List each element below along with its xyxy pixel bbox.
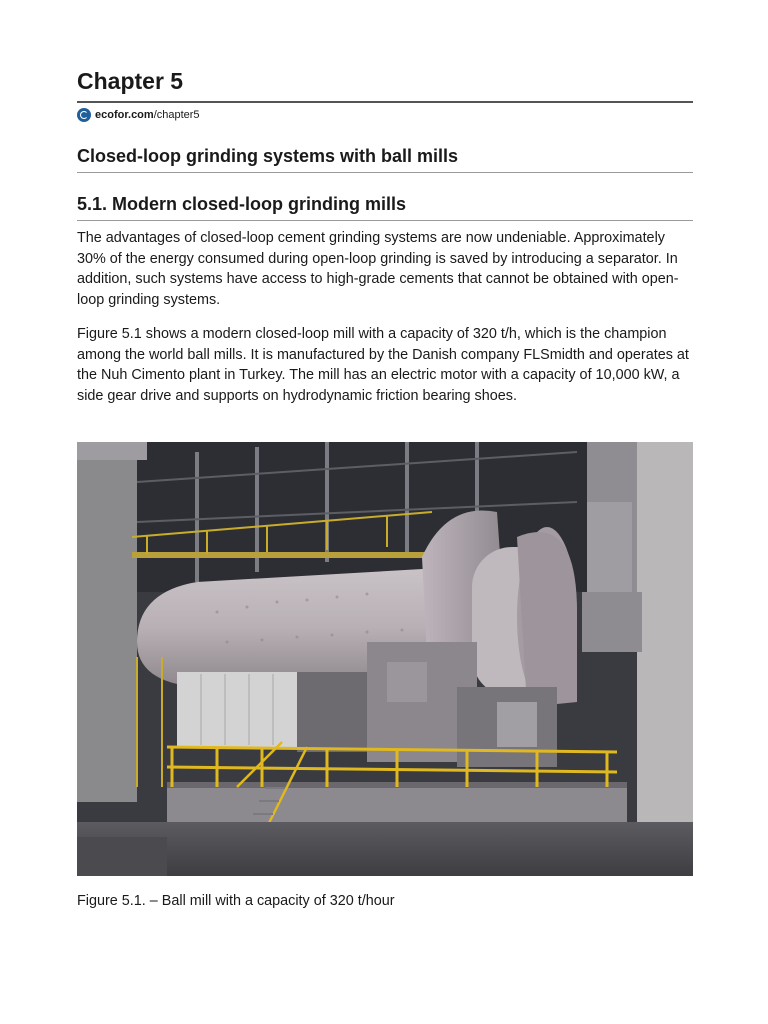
divider <box>77 101 693 103</box>
section-title: Closed-loop grinding systems with ball mills <box>77 146 459 166</box>
chapter-title: Chapter 5 <box>77 68 184 94</box>
source-domain[interactable]: ecofor.com <box>95 109 154 121</box>
globe-icon <box>77 108 91 122</box>
paragraph-2: Figure 5.1 shows a modern closed-loop mill with a capacity of 320 t/h, which is the champion among the world ball mills. It is manufactured by the Danish company FLSmidth and operates at the Nuh Cimento plant in Turkey. The mill has an electric motor with a capacity of 10,000 kW, a side gear drive and supports on hydrodynamic friction bearing shoes. <box>77 326 689 404</box>
paragraph-1: The advantages of closed-loop cement grinding systems are now undeniable. Approximately 30% of the energy consumed during open-loop grinding is saved by introducing a separator. In addition, such systems have access to high-grade cements that cannot be obtained with open-loop grinding systems. <box>77 230 679 308</box>
ball-mill-illustration <box>77 442 693 876</box>
subsection-title: 5.1. Modern closed-loop grinding mills <box>77 194 407 214</box>
source-link[interactable] <box>77 107 200 123</box>
figure-caption: Figure 5.1. – Ball mill with a capacity of 320 t/hour <box>77 893 395 909</box>
figure-ball-mill-photo <box>77 442 693 876</box>
divider <box>77 220 693 221</box>
divider <box>77 172 693 173</box>
source-path[interactable]: /chapter5 <box>153 109 200 121</box>
